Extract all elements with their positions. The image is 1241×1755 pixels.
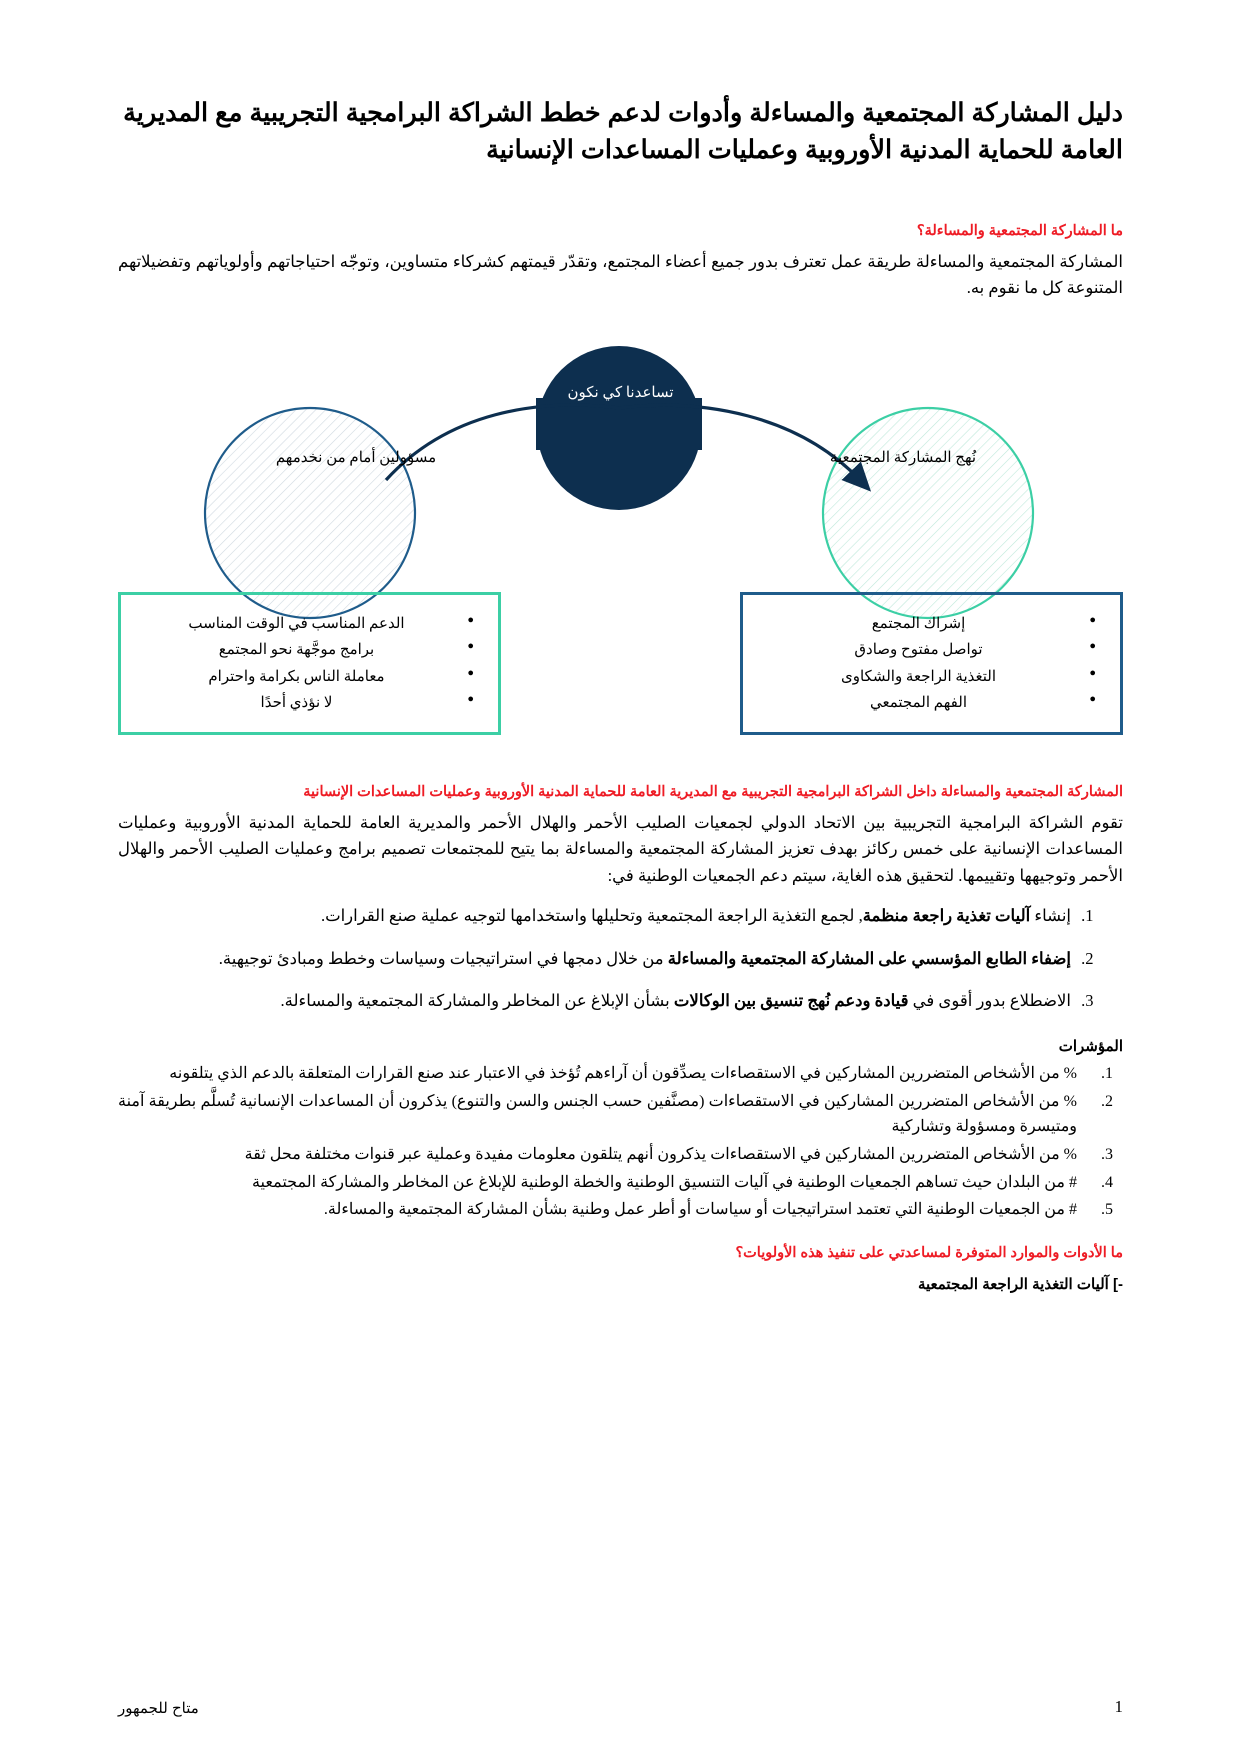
section-heading-tools: ما الأدوات والموارد المتوفرة لمساعدتي على تنفيذ هذه الأولويات؟ xyxy=(735,1244,1123,1261)
list-item: ● معاملة الناس بكرامة واحترام xyxy=(141,664,452,690)
list-item: # من البلدان حيث تساهم الجمعيات الوطنية في آليات التنسيق الوطنية والخطة الوطنية للإبلاغ عن المخاطر والمشاركة المجتمعية xyxy=(251,1173,1077,1191)
diagram-left-box xyxy=(118,592,501,735)
item-bold: آليات تغذية راجعة منظمة xyxy=(862,906,1031,926)
list-item: ● لا نؤذي أحدًا xyxy=(141,690,452,716)
cea-diagram xyxy=(118,320,1123,752)
list-item: ● التغذية الراجعة والشكاوى xyxy=(763,664,1074,690)
section-heading-what-is-cea: ما المشاركة المجتمعية والمساءلة؟ xyxy=(916,222,1123,239)
item-suffix: , لجمع التغذية الراجعة المجتمعية وتحليلها واستخدامها لتوجيه عملية صنع القرارات. xyxy=(320,906,863,926)
diagram-left-circle-label: مسؤولين أمام من نخدمهم xyxy=(275,450,437,467)
section-heading-cea-partnership: المشاركة المجتمعية والمساءلة داخل الشراكة البرامجية التجريبية مع المديرية العامة للحماية المدنية الأوروبية وعمليات المساعدات الإنسانية xyxy=(303,784,1123,801)
diagram-right-circle-label: نُهج المشاركة المجتمعية xyxy=(829,450,977,467)
item-prefix: الاضطلاع بدور أقوى في xyxy=(908,991,1071,1011)
list-item: ● برامج موجَّهة نحو المجتمع xyxy=(141,637,452,663)
list-item xyxy=(118,988,1077,1015)
indicators-heading: المؤشرات xyxy=(1058,1038,1123,1056)
list-item: ● الفهم المجتمعي xyxy=(763,690,1074,716)
item-bold: قيادة ودعم نُهج تنسيق بين الوكالات xyxy=(673,991,909,1011)
page-footer xyxy=(118,1697,1123,1717)
list-item xyxy=(118,946,1077,973)
list-item: % من الأشخاص المتضررين المشاركين في الاستقصاءات يذكرون أنهم يتلقون معلومات مفيدة وعملية عبر قنوات مختلفة محل ثقة xyxy=(244,1145,1077,1163)
diagram-center-label: تساعدنا كي نكون xyxy=(567,385,674,402)
list-item: ● تواصل مفتوح وصادق xyxy=(763,637,1074,663)
section-paragraph-cea-partnership: تقوم الشراكة البرامجية التجريبية بين الاتحاد الدولي لجمعيات الصليب الأحمر والهلال الأحمر والمديرية العامة للحماية المدنية الأوروبية وعمليات المساعدات الإنسانية على خمس ركائز بهدف تعزيز المشاركة المجتمعية والمساءلة بما يتيح للمجتمعات تصميم برامج وعمليات الصليب الأحمر والهلال الأحمر وتوجيهها وتقييمها. لتحقيق هذه الغاية، سيتم دعم الجمعيات الوطنية في: xyxy=(118,812,1123,885)
indicators-list xyxy=(118,1061,1123,1223)
diagram-right-box xyxy=(740,592,1123,735)
page-number: 1 xyxy=(1114,1697,1123,1716)
list-item xyxy=(118,903,1077,930)
footer-access-note: متاح للجمهور xyxy=(118,1700,199,1717)
list-item: ● إشراك المجتمع xyxy=(763,611,1074,637)
tools-first-item: -] آليات التغذية الراجعة المجتمعية xyxy=(917,1275,1123,1293)
priority-list xyxy=(118,903,1123,1015)
item-suffix: بشأن الإبلاغ عن المخاطر والمشاركة المجتمعية والمساءلة. xyxy=(280,991,674,1011)
list-item: % من الأشخاص المتضررين المشاركين في الاستقصاءات (مصنَّفين حسب الجنس والسن والتنوع) يذكرون أن المساعدات الإنسانية تُسلَّم بطريقة آمنة ومتيسرة ومسؤولة وتشاركية xyxy=(118,1092,1078,1136)
item-bold: إضفاء الطابع المؤسسي على المشاركة المجتمعية والمساءلة xyxy=(667,948,1071,968)
section-paragraph-what-is-cea: المشاركة المجتمعية والمساءلة طريقة عمل تعترف بدور جميع أعضاء المجتمع، وتقدّر قيمتهم كشركاء متساوين، وتوجّه احتياجاتهم وأولوياتهم وتفضيلاتهم المتنوعة كل ما نقوم به. xyxy=(118,251,1123,298)
list-item: % من الأشخاص المتضررين المشاركين في الاستقصاءات يصدِّقون أن آراءهم تُؤخذ في الاعتبار عند صنع القرارات المتعلقة بالدعم الذي يتلقونه xyxy=(169,1065,1077,1083)
item-suffix: من خلال دمجها في استراتيجيات وسياسات وخطط ومبادئ توجيهية. xyxy=(218,948,668,968)
list-item: # من الجمعيات الوطنية التي تعتمد استراتيجيات أو سياسات أو أطر عمل وطنية بشأن المشاركة المجتمعية والمساءلة. xyxy=(323,1201,1077,1219)
page-title: دليل المشاركة المجتمعية والمساءلة وأدوات لدعم خطط الشراكة البرامجية التجريبية مع المديرية العامة للحماية المدنية الأوروبية وعمليات المساعدات الإنسانية xyxy=(123,99,1123,164)
item-prefix: إنشاء xyxy=(1030,906,1071,926)
list-item: ● الدعم المناسب في الوقت المناسب xyxy=(141,611,452,637)
